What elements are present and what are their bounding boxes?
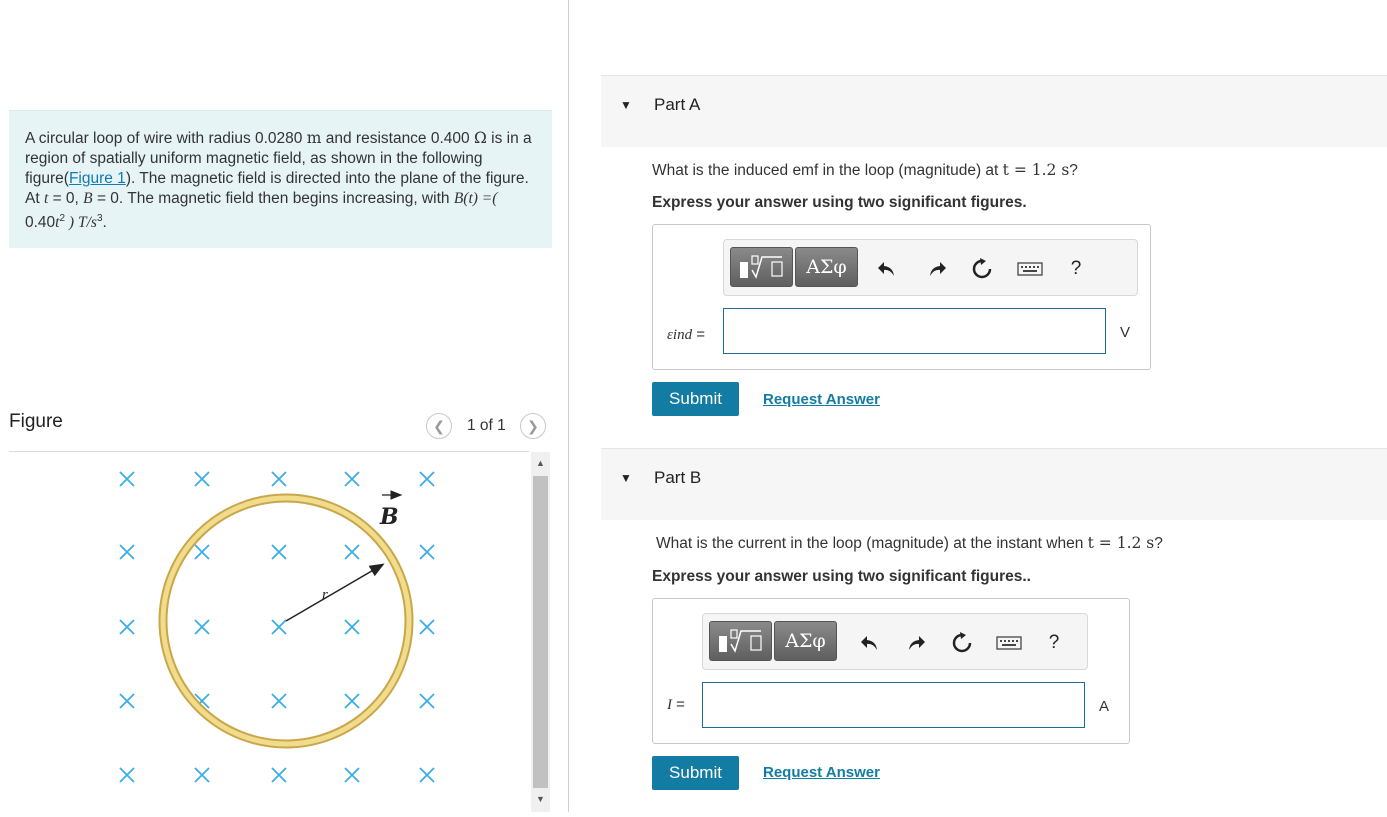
keyboard-icon[interactable]: [995, 629, 1023, 657]
radius-label: r: [322, 587, 328, 603]
field-cross-3-2: [272, 694, 286, 708]
part-a-request-answer-link[interactable]: Request Answer: [763, 391, 880, 408]
field-cross-1-4: [420, 545, 434, 559]
field-expression: B(t) =(: [453, 190, 498, 207]
field-cross-1-2: [272, 545, 286, 559]
field-unit: T/s: [77, 214, 97, 232]
template-button[interactable]: [709, 621, 772, 661]
field-cross-0-0: [120, 472, 134, 486]
figure-title: Figure: [9, 411, 63, 432]
part-a-question-math: t = 1.2 s: [1002, 161, 1070, 179]
figure-header: [9, 410, 554, 442]
part-b-unit: A: [1099, 698, 1110, 715]
field-cross-4-2: [272, 768, 286, 782]
caret-down-icon: ▼: [620, 471, 632, 485]
scroll-down-icon[interactable]: ▼: [536, 794, 545, 804]
figure-scrollbar[interactable]: [531, 452, 550, 812]
field-cross-0-1: [195, 472, 209, 486]
field-cross-1-3: [345, 545, 359, 559]
undo-icon[interactable]: [872, 255, 900, 283]
field-cross-4-0: [120, 768, 134, 782]
part-a-header[interactable]: [601, 75, 1387, 147]
greek-symbols-button[interactable]: ΑΣφ: [795, 247, 858, 287]
radius-arrow: [286, 565, 382, 621]
part-b-answer-input[interactable]: [702, 682, 1085, 728]
magnetic-field-figure: [9, 452, 529, 812]
field-cross-2-4: [420, 620, 434, 634]
field-cross-4-3: [345, 768, 359, 782]
part-a-submit-button[interactable]: Submit: [652, 382, 739, 416]
template-button[interactable]: [730, 247, 793, 287]
part-b-math-toolbar: [702, 613, 1088, 670]
undo-icon[interactable]: [855, 629, 883, 657]
field-cross-1-0: [120, 545, 134, 559]
field-cross-3-3: [345, 694, 359, 708]
unit-ohm: Ω: [473, 129, 487, 147]
reset-icon[interactable]: [968, 255, 996, 283]
part-b-question-math: t = 1.2 s: [1087, 534, 1155, 552]
field-cross-2-1: [195, 620, 209, 634]
page-indicator: 1 of 1: [467, 417, 506, 434]
part-b-submit-button[interactable]: Submit: [652, 756, 739, 790]
field-cross-2-0: [120, 620, 134, 634]
keyboard-icon[interactable]: [1016, 255, 1044, 283]
b-field-label: B: [380, 504, 399, 530]
field-cross-4-4: [420, 768, 434, 782]
previous-figure-button[interactable]: [426, 413, 452, 439]
part-b-title: Part B: [654, 468, 702, 487]
field-cross-0-2: [272, 472, 286, 486]
scroll-thumb[interactable]: [533, 476, 548, 788]
field-cross-2-3: [345, 620, 359, 634]
redo-icon[interactable]: [903, 629, 931, 657]
figure-canvas: [9, 452, 529, 812]
part-b-request-answer-link[interactable]: Request Answer: [763, 764, 880, 781]
part-a-unit: V: [1120, 324, 1131, 341]
template-icon: [715, 627, 767, 655]
problem-statement: A circular loop of wire with radius 0.0280 m and resistance 0.400 Ω is in a region of spatially uniform magnetic field, as shown in the following figure(Figure 1). The magnetic field is directed into the plane of the figure. At t = 0, B = 0. The magnetic field then begins increasing, with B(t) =( $0.40t^2$ ) $T/s^3$.: [9, 110, 552, 248]
part-b-header[interactable]: [601, 448, 1387, 520]
next-figure-button[interactable]: [520, 413, 546, 439]
left-pane: [0, 0, 560, 812]
part-a-answer-box: [652, 224, 1151, 370]
part-b-answer-label: I =: [667, 696, 685, 713]
part-b-instruction: Express your answer using two significant figures..: [652, 568, 1031, 585]
caret-down-icon: ▼: [620, 98, 632, 112]
reset-icon[interactable]: [948, 629, 976, 657]
scroll-up-icon[interactable]: ▲: [536, 458, 545, 468]
help-icon[interactable]: ?: [1070, 258, 1082, 279]
figure-link[interactable]: Figure 1: [68, 170, 126, 187]
help-icon[interactable]: ?: [1048, 632, 1060, 653]
pane-divider[interactable]: [568, 0, 569, 812]
unit-meter: m: [306, 129, 322, 147]
part-b-question: What is the current in the loop (magnitude) at the instant when t = 1.2 s?: [656, 534, 1163, 552]
field-cross-2-2: [272, 620, 286, 634]
field-cross-0-4: [420, 472, 434, 486]
part-a-math-toolbar: [723, 239, 1138, 296]
field-cross-3-0: [120, 694, 134, 708]
part-a-title: Part A: [654, 95, 701, 114]
part-a-instruction: Express your answer using two significant figures.: [652, 194, 1027, 211]
chevron-right-icon: ❯: [527, 417, 539, 434]
chevron-left-icon: ❮: [433, 417, 445, 434]
template-icon: [736, 253, 788, 281]
part-a-question: What is the induced emf in the loop (magnitude) at t = 1.2 s?: [652, 161, 1078, 179]
field-cross-1-1: [195, 545, 209, 559]
field-cross-3-4: [420, 694, 434, 708]
redo-icon[interactable]: [924, 255, 952, 283]
part-a-answer-input[interactable]: [723, 308, 1106, 354]
field-cross-0-3: [345, 472, 359, 486]
greek-symbols-button[interactable]: ΑΣφ: [774, 621, 837, 661]
field-cross-4-1: [195, 768, 209, 782]
part-b-answer-box: [652, 598, 1130, 744]
part-a-answer-label: εind =: [667, 326, 706, 343]
